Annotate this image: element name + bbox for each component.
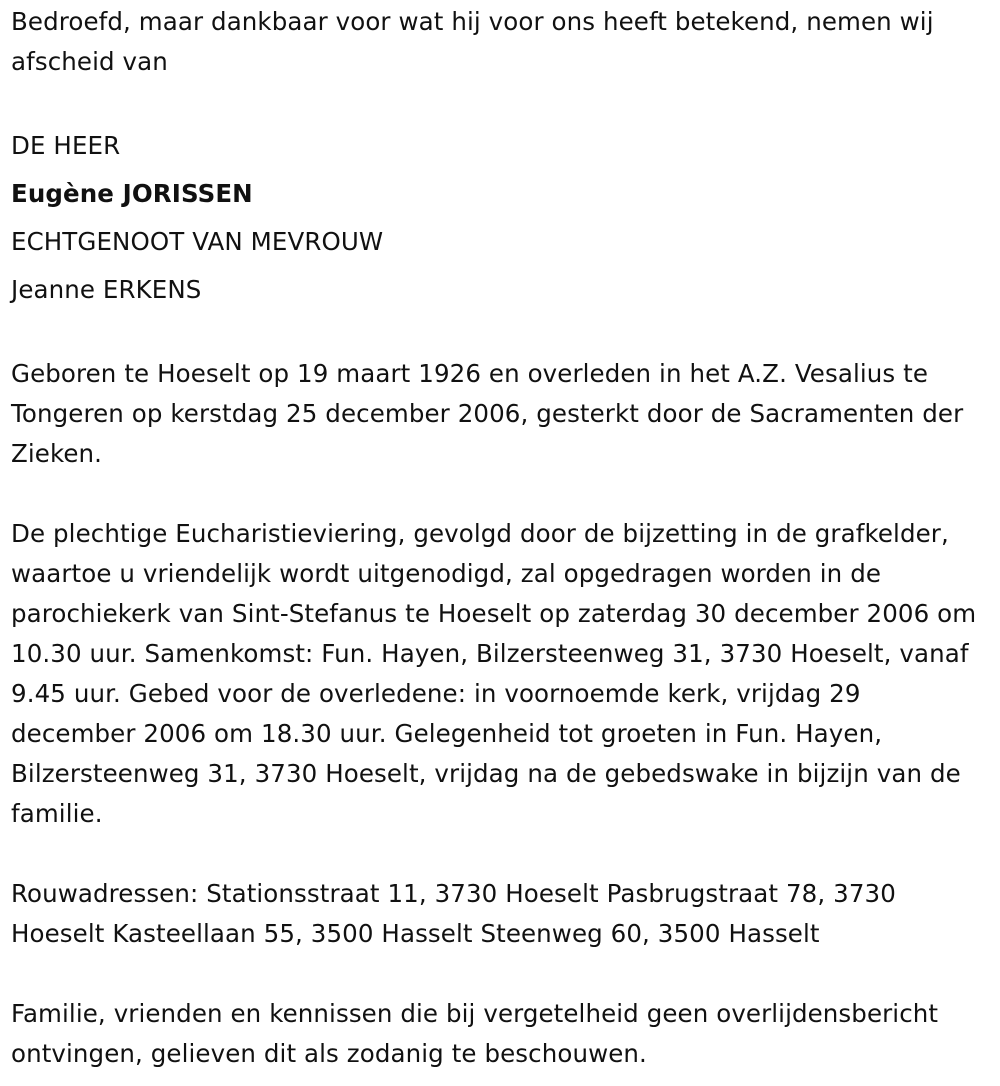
mourning-addresses: Rouwadressen: Stationsstraat 11, 3730 Hoeselt Pasbrugstraat 78, 3730 Hoeselt Kasteellaan 55, 3500 Hasselt Steenweg 60, 3500 Hasselt — [11, 879, 896, 948]
spouse-name: Jeanne ERKENS — [11, 275, 202, 304]
ceremony-paragraph: De plechtige Eucharistieviering, gevolgd door de bijzetting in de grafkelder, waartoe u vriendelijk wordt uitgenodigd, zal opgedragen worden in de parochiekerk van Sint-Stefanus te Hoeselt op zaterdag 30 december 2006 om 10.30 uur. Samenkomst: Fun. Hayen, Bilzersteenweg 31, 3730 Hoeselt, vanaf 9.45 uur. Gebed voor de overledene: in voornoemde kerk, vrijdag 29 december 2006 om 18.30 uur. Gelegenheid tot groeten in Fun. Hayen, Bilzersteenweg 31, 3730 Hoeselt, vrijdag na de gebedswake in bijzijn van de familie. — [11, 519, 977, 828]
spacer — [11, 834, 990, 874]
spacer — [11, 314, 990, 354]
spacer — [11, 82, 990, 122]
honorific-title: DE HEER — [11, 131, 121, 160]
relation-line: ECHTGENOOT VAN MEVROUW — [11, 227, 384, 256]
spacer — [11, 474, 990, 514]
birth-death-paragraph: Geboren te Hoeselt op 19 maart 1926 en overleden in het A.Z. Vesalius te Tongeren op kerstdag 25 december 2006, gesterkt door de Sacramenten der Zieken. — [11, 359, 964, 468]
deceased-name: Eugène JORISSEN — [11, 179, 253, 208]
intro-text: Bedroefd, maar dankbaar voor wat hij voor ons heeft betekend, nemen wij afscheid van — [11, 7, 934, 76]
closing-paragraph: Familie, vrienden en kennissen die bij vergetelheid geen overlijdensbericht ontvingen, gelieven dit als zodanig te beschouwen. — [11, 999, 939, 1068]
spacer — [11, 954, 990, 994]
